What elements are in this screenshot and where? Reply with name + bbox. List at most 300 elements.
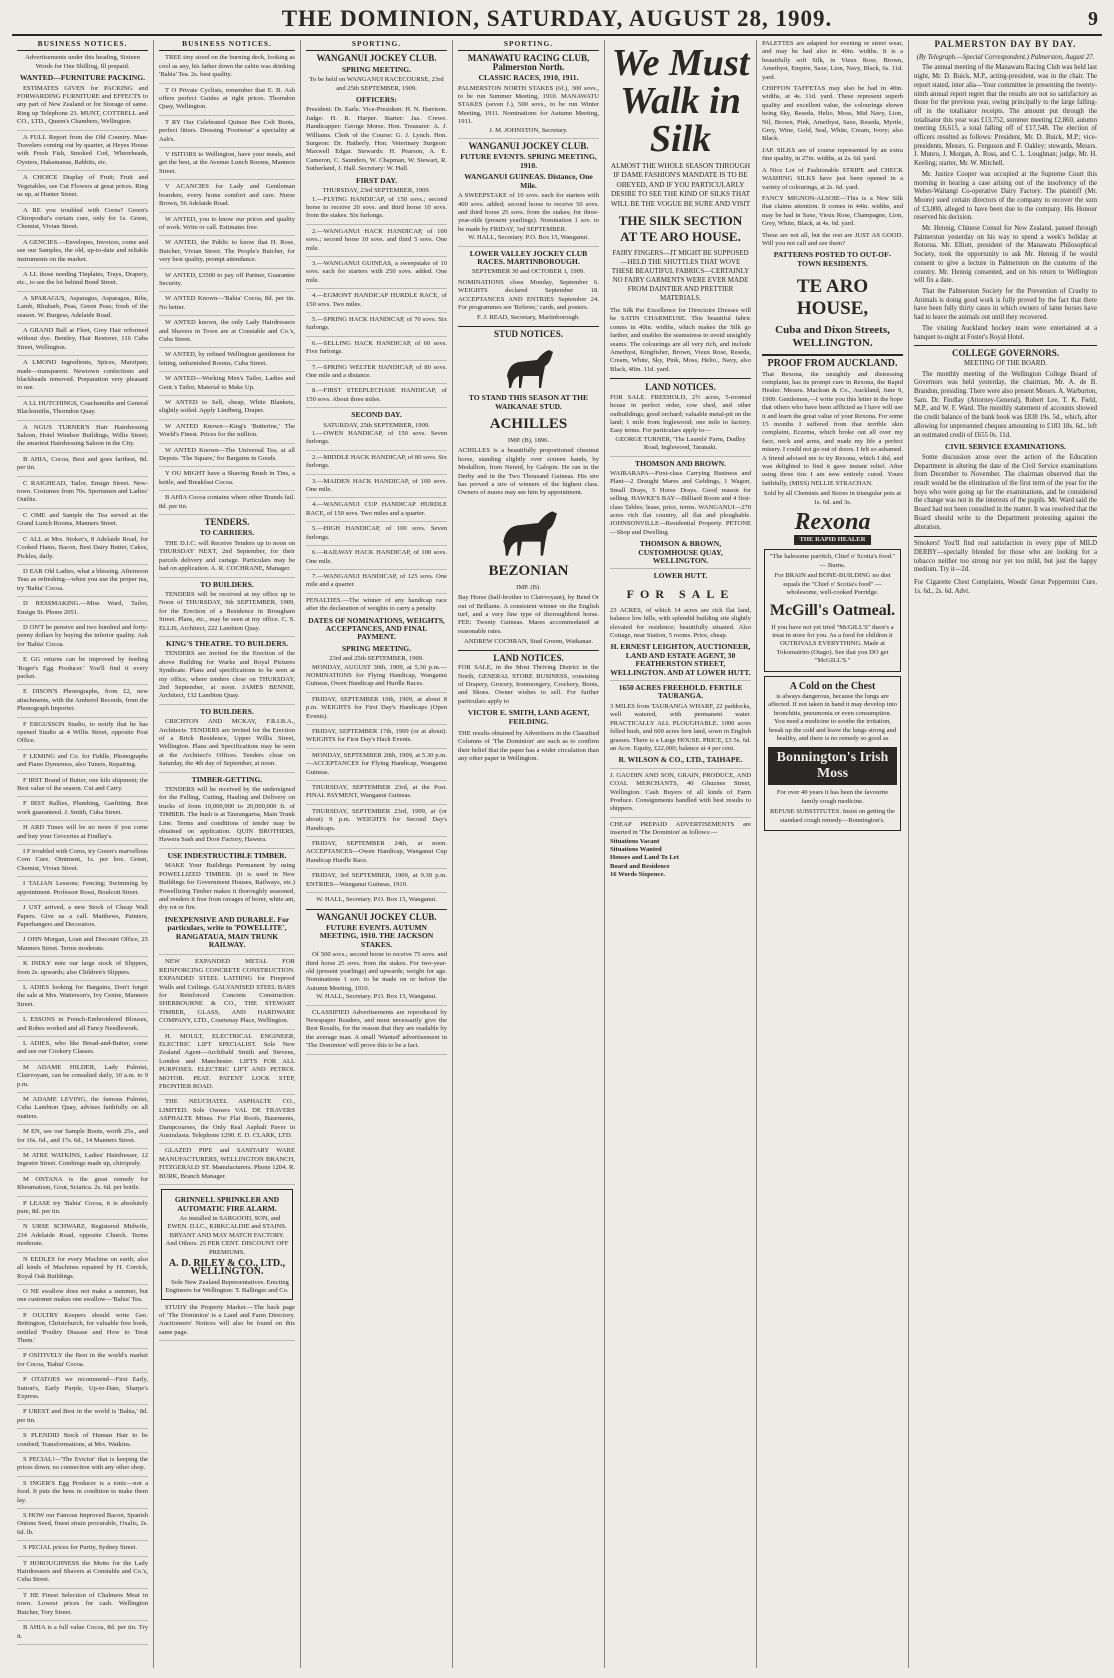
silk-intro: ALMOST THE WHOLE SEASON THROUGH IF DAME FASHION'S MANDATE IS TO BE OBEYED, AND IF YOU PARTICULARLY DESIRE TO SEE THE KIND OF SILKS THAT WILL BE THE VOGUE BE SURE AND VISIT bbox=[610, 162, 751, 208]
meeting-date: To be held on WANGANUI RACECOURSE, 23rd and 25th SEPTEMBER, 1909. bbox=[309, 76, 444, 92]
ad-item-text: S INGER'S Egg Producer is a tonic—not a food. It puts the hens in condition to make them lay. bbox=[17, 1479, 148, 1504]
ad-item-text: S PECIAL prices for Purity, Sydney Street. bbox=[23, 1544, 137, 1552]
tender-item bbox=[159, 776, 295, 849]
schedule-item-text: MONDAY, SEPTEMBER 20th, 1909, at 5.30 p.m.—ACCEPTANCES for Flying Handicap, Wanganui Guineas. bbox=[306, 751, 447, 776]
ad-item bbox=[17, 960, 148, 981]
ad-item-text: E GG returns can be improved by feeding 'Roger's Egg Producer.' You'll find it every packet. bbox=[17, 656, 148, 680]
rexona-tag: THE RAPID HEALER bbox=[794, 535, 872, 545]
penalties-text: PENALTIES.—The winner of any handicap race after the declaration of weights to carry a penalty. bbox=[306, 596, 447, 613]
palettes-text: PALETTES are adapted for evening or street wear, and may be had also in 40in. widths. It is a beautifully soft Silk, in Vieux Rose, Brown, Amethyst, Empire, Saxe, Lion, Navy, Black, 6s. 11d. yard. bbox=[762, 40, 903, 81]
grinnell-ad bbox=[161, 1189, 293, 1299]
rate-row: Board and Residence bbox=[610, 862, 670, 870]
ad-item-text: W ANTED known, the only Lady Hairdressers and Shavers in Town are at Constable and Co.'s, Cuba Street. bbox=[159, 319, 295, 343]
ad-item bbox=[17, 568, 148, 597]
news-para: Mr. Justice Cooper was occupied at the Supreme Court this morning in hearing a case arising out of the insolvency of the Weber-Waitangi Co-operative Dairy Factory. The plaintiff (Mr. Moore) sued certain directors of the company to recover the sum of £3,000, alleged to have been due to the company. His Honour reserved his decision. bbox=[914, 170, 1097, 222]
tender-item bbox=[159, 581, 295, 637]
ad-item-text: M ONTANA is the great remedy for Rheumatism, Gout, Sciatica. 2s. 6d. per bottle. bbox=[17, 1175, 148, 1192]
for-sale-heading: FOR SALE bbox=[626, 586, 735, 601]
classic-text: PALMERSTON NORTH STAKES (6f.), 300 sovs., to be run Summer Meeting, 1910. MANAWATU STAKES (seven f.), 500 sovs., to be run Winter Meeting, 1911. Nominations for Autumn Meeting, 1911. bbox=[458, 84, 599, 126]
club2-name: WANGANUI JOCKEY CLUB. bbox=[316, 911, 437, 922]
asphalt-ad bbox=[159, 1098, 295, 1144]
news-para: The monthly meeting of the Wellington College Board of Governors was held yesterday, the chairman, Mr. A. de B. Brandon, presiding. There were also present Messrs. A. Warburton, Sam. Dr. Findlay (Attorney-General), Robert Lee, T. K. Field, M.P., and W. F. Ward. The monthly statement of accounts showed the credit balance of the bank book was £838 19s. 5d., which, after allowing for unpresented cheques amounting to £183 18s. 6d., left an estimated credit of £655 0s. 11d. bbox=[914, 370, 1097, 439]
schedule-item bbox=[306, 728, 447, 749]
asphalt-text: THE NEUCHATEL ASPHALTE CO., LIMITED. Sole Owners VAL DE TRAVERS ASPHALTE Mines. For Flat Roofs, Basements, Dampcourses, the Only Real Asphalt Paver in Australasia. Telephone 1290. E. D. CLARK, LTD. bbox=[159, 1098, 295, 1140]
spring-date: 23rd and 25th SEPTEMBER, 1909. bbox=[329, 655, 424, 663]
ad-item-text: P LEASE try 'Bahia' Cocoa, it is absolutely pure, 8d. per tin. bbox=[17, 1199, 148, 1216]
ad-item bbox=[17, 1512, 148, 1541]
achilles-name: ACHILLES bbox=[489, 416, 568, 432]
timber-heading: USE INDESTRUCTIBLE TIMBER. bbox=[167, 850, 287, 860]
ad-item bbox=[17, 456, 148, 477]
acres-heading: 1650 ACRES FREEHOLD. FERTILE TAURANGA. bbox=[618, 683, 743, 701]
meeting-title: SPRING MEETING. bbox=[341, 64, 412, 74]
race-item-text: 1.—OWEN HANDICAP, of 150 sovs. Seven furlongs. bbox=[306, 430, 447, 446]
club-name: WANGANUI JOCKEY CLUB. bbox=[316, 53, 437, 64]
ad-item-text: I F troubled with Corns, try Green's marvellous Corn Cure. Ointment, 1s. per box. Green, Chemist, Vivian Street. bbox=[17, 848, 148, 872]
ad-item-text: P OSITIVELY the Best in the world's market for Cocoa, 'Bahia' Cocoa. bbox=[17, 1352, 148, 1368]
tender-item bbox=[159, 529, 295, 577]
column-heading: SPORTING. bbox=[306, 40, 447, 51]
ad-item-text: A NGUS TURNER'S Hair Hairdressing Saloon, Hotel Windsor Buildings, Willis Street; the smartest Hairdressing Saloon in the City. bbox=[17, 423, 148, 448]
fairy-text: FAIRY FINGERS—IT MIGHT BE SUPPOSED—HELD THE SHUTTLES THAT WOVE THESE BEAUTIFUL FABRICS—CERTAINLY NO FAIRY GARMENTS WERE EVER MADE FROM DAINTIER AND PRETTIER MATERIALS. bbox=[611, 249, 750, 303]
ad-item bbox=[17, 174, 148, 203]
ad-item bbox=[159, 295, 295, 316]
ad-item bbox=[17, 800, 148, 821]
ad-item-text: A LL HUTCHINGS, Coachsmiths and General Blacksmiths, Thorndon Quay. bbox=[17, 399, 148, 416]
lower-valley-heading: LOWER VALLEY JOCKEY CLUB RACES. MARTINBOROUGH. bbox=[469, 248, 588, 266]
bonnington-title: Bonnington's Irish Moss bbox=[768, 747, 897, 785]
ad-item bbox=[17, 1456, 148, 1477]
ad-item bbox=[159, 423, 295, 444]
ad-item bbox=[159, 399, 295, 420]
ad-item-text: L ADIES looking for Bargains, Don't forget the sale at Mrs. Watterson's, Ivy Centre, Manners Street. bbox=[17, 983, 148, 1008]
college-sub: MEETING OF THE BOARD. bbox=[964, 359, 1047, 367]
race-item-text: 3.—WANGANUI GUINEAS, a sweepstake of 10 sovs. each for starters with 250 sovs. added. One mile. bbox=[306, 259, 447, 284]
ad-item bbox=[17, 984, 148, 1013]
horse-icon bbox=[490, 502, 568, 558]
ad-item bbox=[17, 295, 148, 324]
for-sale-text: 23 ACRES, of which 14 acres are rich flat land, balance low hills, with splendid building site slightly elevated for residence; beautifully situated. Also Cottage, near Station, 5 rooms. Price, cheap. bbox=[610, 606, 751, 640]
schedule-list bbox=[306, 664, 447, 894]
ad-item-text: V ACANCIES for Lady and Gentleman boarders, every home comfort and care. Nurse Brown, 56 Adelaide Road. bbox=[159, 183, 295, 208]
ad-item bbox=[159, 216, 295, 237]
schedule-item-text: MONDAY, AUGUST 30th, 1909, at 5.30 p.m.—NOMINATIONS for Flying Handicap, Wanganui Guineas, Owen Handicap and Hurdle Races. bbox=[306, 663, 447, 688]
tender-item bbox=[159, 640, 295, 705]
tender-title: KING'S THEATRE. TO BUILDERS. bbox=[165, 638, 289, 648]
race-item bbox=[306, 501, 447, 522]
race-item-text: 4.—EGMONT HANDICAP HURDLE RACE, of 150 sovs. Two miles. bbox=[306, 292, 447, 308]
race-item-text: 5.—HIGH HANDICAP, of 100 sovs. Seven furlongs. bbox=[306, 525, 447, 541]
ad-item bbox=[17, 134, 148, 172]
ad-item bbox=[17, 85, 148, 131]
rate-row: Situations Vacant bbox=[610, 837, 660, 845]
ad-item bbox=[17, 327, 148, 356]
ad-item-text: S HOW our Famous Improved Bacon, Spanish Onions Seed, finest strain procurable, Oxalis, 2s. 6d. lb. bbox=[17, 1512, 148, 1536]
ad-item-text: V ISITORS to Wellington, have your meals, and get the best, at the Avenue Lunch Rooms, Manners Street. bbox=[159, 151, 295, 175]
club-name: MANAWATU RACING CLUB, Palmerston North. bbox=[467, 53, 590, 72]
race-item-text: 2.—MIDDLE HACK HANDICAP, of 80 sovs. Six furlongs. bbox=[306, 453, 447, 470]
officers-heading: OFFICERS: bbox=[356, 95, 397, 105]
news-para: Some discussion arose over the action of the Education Department in altering the date of the Civil Service examinations from December to November. The chairman observed that the result would be the elimination of the first term of the year for the boys who were going up for the examinations, and he considered the change was not in the interests of the pupils. Mr. Ward said the Board had not been consulted in the matter. It was resolved that the Board should write to the Department protesting against the alteration. bbox=[914, 453, 1097, 531]
tender-text: TENDERS are invited for the Erection of the above Building for Warke and Royal Pictures Syndicate. Plans and specifications to be seen at my office, where tenders close on THURSDAY, 2nd September, at noon. JAMES BENNIE, Architect, 132 Lambton Quay. bbox=[159, 650, 295, 700]
ad-item bbox=[159, 183, 295, 212]
tender-item bbox=[159, 708, 295, 773]
glazed-ad bbox=[159, 1147, 295, 1185]
ad-item-text: F ERGUSSON Studio, to notify that he has opened Studio at 4 Willis Street, opposite Post Office. bbox=[17, 720, 148, 745]
ad-item bbox=[17, 688, 148, 717]
cheap-ads-rates bbox=[610, 838, 751, 880]
bonnington-sub: For over 40 years it has been the favourite family cough medicine. bbox=[776, 789, 889, 805]
tender-text: TENDERS will be received at my office up to Noon of THURSDAY, 9th SEPTEMBER, 1909, for the Erection of a Residence in Brougham Street. Plans, etc., may be seen at my office. C. S. ELLIS, Architect, 222 Lambton Quay. bbox=[159, 590, 295, 632]
ad-item bbox=[17, 904, 148, 933]
day1-heading: FIRST DAY. bbox=[355, 175, 398, 185]
cigars-text: For Cigarette Chest Complaints, Woods' Great Peppermint Cure, 1s. 6d., 2s. 6d. Advt. bbox=[914, 579, 1097, 595]
gaudin-text: J. GAUDIN AND SON, GRAIN, PRODUCE, AND COAL MERCHANTS, 40 Ghuznee Street, Wellington. Cash Buyers of all kinds of Farm Produce. Consignments handled with best results to shippers. bbox=[610, 772, 751, 818]
ad-item-text: P OTATOES we recommend—First Early, Sutton's, Early Purple, Up-to-Date, Sharpe's Express. bbox=[17, 1376, 148, 1400]
column-5-advertisements bbox=[605, 40, 757, 1668]
ad-list bbox=[17, 85, 148, 1645]
ad-item-text: D EAR Old Ladies, what a blessing. Afternoon Teas as refreshing—when you use the proper tea, try 'Bahia' Cocoa. bbox=[17, 567, 148, 592]
column-heading: PALMERSTON DAY BY DAY. bbox=[934, 40, 1077, 49]
day1-date: THURSDAY, 23rd SEPTEMBER, 1909. bbox=[322, 187, 431, 195]
ad-item bbox=[17, 512, 148, 533]
lower-valley-text: NOMINATIONS close Monday, September 6. WEIGHTS declared September 18. ACCEPTANCES AND ENTRIES September 24. For programmes see 'Referee,' cards, and posters. bbox=[458, 278, 599, 311]
ad-item bbox=[17, 1352, 148, 1373]
ad-item bbox=[17, 1592, 148, 1621]
future-text: Of 500 sovs.; second horse to receive 75 sovs. and third horse 25 sovs. from the stakes. For two-year-old (present yearlings) and upwards; weight for age. Nominations 1 sov. to be made on or before the Autumn Meeting, 1910. bbox=[306, 951, 447, 992]
ad-item-text: T RY Our Celebrated Quinze Bee Colt Boots, perfect fitters. Dressing 'Footwear' a speciality at Ash's. bbox=[159, 118, 295, 143]
tender-title: TO BUILDERS. bbox=[200, 706, 254, 716]
day2-heading: SECOND DAY. bbox=[351, 410, 402, 420]
race-item-text: 5.—SPRING HACK HANDICAP, of 70 sovs. Six furlongs. bbox=[306, 315, 447, 332]
achilles-sub: IMP. (B), 1896. bbox=[507, 437, 550, 444]
ad-item-text: T HOROUGHNESS the Motto for the Lady Hairdressers and Shavers at Constable and Co.'s, Cuba Street. bbox=[17, 1559, 148, 1584]
cold-heading: A Cold on the Chest bbox=[789, 680, 876, 692]
ad-item bbox=[17, 1432, 148, 1453]
ad-item bbox=[17, 271, 148, 292]
ad-item-text: B AHIA Cocoa contains where other Brands fail. 8d. per tin. bbox=[159, 494, 295, 510]
ad-item-text: J UST arrived, a new Stock of Cheap Wall Papers. Give us a call. Matthews, Painters, Paperhangers and Decorators. bbox=[17, 904, 148, 928]
race-item bbox=[306, 260, 447, 289]
ad-item-text: A LL those needing Tinplates, Trays, Drapery, etc., to see the lot behind Bond Street. bbox=[17, 270, 148, 287]
ad-item-text: N EEDLES for every Machine on earth; also all kinds of Machines repaired by H. Corrick, Royal Oak Buildings. bbox=[17, 1255, 148, 1280]
schedule-item bbox=[306, 696, 447, 725]
riley-sub: Sole New Zealand Representatives. Erecting Engineers for Wellington: T. Ballinger and Co. bbox=[165, 1278, 289, 1295]
land-sign: VICTOR E. SMITH, LAND AGENT, FEILDING. bbox=[467, 708, 590, 726]
classified-text: CLASSIFIED Advertisements are reproduced by Newspaper Readers, and must necessarily give the Best Results, for the reason that they are readable by the average man. A small 'Wanted' advertisement in 'The Dominion' will prove this to be a fact. bbox=[306, 1008, 447, 1050]
ad-item bbox=[17, 1480, 148, 1509]
thomson-text: WAIRARAPA—First-class Carrying Business and Plant—2 Draught Mares and Geldings, 1 Wagon, Small Drays, 5 Horse Drays. Good reason for selling. HAWKE'S BAY—Billiard Room and 4 first-class Tables; lease, price, terms. WANGANUI—270 acres rich flat country, all flat and ploughable. JOHNSONVILLE—Residential Property. PETONE—Shop and Dwelling. bbox=[610, 469, 751, 536]
column-4-sporting bbox=[453, 40, 605, 1668]
mcgill-title: McGill's Oatmeal. bbox=[769, 601, 896, 619]
officers-list: President: Dr. Earle. Vice-President: H. N. Harrison. Judge: H. R. Harper. Starter: Jas. Crewe. Handicapper: George Morse. Hon. Treasurer: A. J. Williams. Clerk of the Course: G. J. Lynch. Hon. Surgeon: Dr. Hatherly. Hon. Veterinary Surgeon: Maxwell Edgar. Stewards: H. Pearson, A. E. Cameron, C. Saunders, W. Chapman, W. Stewart, R. Sutherland, J. Hall. Secretary: W. Hall. bbox=[306, 106, 447, 173]
schedule-item bbox=[306, 872, 447, 893]
ad-item bbox=[17, 1040, 148, 1061]
ad-item-text: W ANTED Known—The Universal Tea, at all Depots. 'The Square,' for Bargains in Goods. bbox=[159, 446, 295, 463]
column-6-advertisements bbox=[757, 40, 909, 1668]
ad-item-text: B AHIA, Cocoa, Best and goes farthest, 8d. per tin. bbox=[17, 455, 148, 472]
ad-item bbox=[17, 656, 148, 685]
civil-heading: CIVIL SERVICE EXAMINATIONS. bbox=[945, 442, 1066, 452]
study-ad bbox=[159, 1304, 295, 1342]
schedule-item bbox=[306, 840, 447, 869]
race-item-text: 8.—FIRST STEEPLECHASE HANDICAP, of 150 sovs. About three miles. bbox=[306, 387, 447, 403]
secretary-sign: W. HALL, Secretary. P.O. Box 15, Wanganui. bbox=[316, 896, 437, 904]
ad-item bbox=[17, 624, 148, 653]
ad-item bbox=[159, 272, 295, 293]
ad-item-text: Y OU MIGHT have a Shaving Brush in Tins, a kettle, and Breakfast Cocoa. bbox=[159, 470, 295, 486]
ad-item bbox=[17, 359, 148, 397]
mcgill-ad bbox=[764, 549, 901, 671]
stand-text: TO STAND THIS SEASON AT THE WAIKANAE STUD. bbox=[468, 393, 589, 411]
land1-sign: GEORGE TURNER, 'The Laurels' Farm, Dudley Road, Inglewood, Taranaki. bbox=[610, 436, 751, 457]
glazed-text: GLAZED PIPE and SANITARY WARE MANUFACTURERS, WELLINGTON BRANCH, FITZGERALD ST. Manufacturers. Phone 1204. R. BURK, Branch Manager. bbox=[159, 1147, 295, 1180]
ad-item-text: S PLENDID Stock of Human Hair to be combed; Transformations, at Mrs. Watkins. bbox=[17, 1432, 148, 1448]
day2-date: SATURDAY, 25th SEPTEMBER, 1909. bbox=[323, 421, 430, 429]
ad-item-text: T O Private Cyclists, remember that E. B. Ash offers perfect Guides at right prices. Thorndon Quay, Wellington. bbox=[159, 86, 295, 111]
tender-text: THE D.I.C. will Receive Tenders up to noon on THURSDAY NEXT, 2nd September, for their parcels delivery and cartage. Particulars may be had on application. A. R. COCHRANE, Manager. bbox=[159, 539, 295, 573]
rate-row: 16 Words Sixpence. bbox=[610, 871, 666, 879]
race-item bbox=[306, 525, 447, 546]
race-item-text: 6.—SELLING HACK HANDICAP, of 60 sovs. Five furlongs. bbox=[306, 339, 447, 356]
mcgill-foot: If you have not yet tried "McGILL'S" there's a treat in store for you. As a food for children it OUTRIVALS EVERYTHING. Made at Tokomairiro (Otago). See that you DO get "McGILL'S." bbox=[771, 623, 894, 665]
schedule-item-text: FRIDAY, SEPTEMBER 17th, 1909 (or at about). WEIGHTS for First Day's Hack Events. bbox=[306, 728, 447, 744]
lower-valley-sign: F. J. READ, Secretary, Martinborough. bbox=[458, 314, 599, 326]
column-7-news bbox=[909, 40, 1102, 1668]
ad-item-text: J OHN Morgan, Loan and Discount Office, 25 Manners Street. Terms moderate. bbox=[17, 936, 148, 952]
secretary-sign-2: W. HALL, Secretary. P.O. Box 15, Wanganui. bbox=[316, 993, 437, 1001]
bezonian-sub: IMP. (B). bbox=[516, 583, 541, 591]
schedule-item-text: FRIDAY, SEPTEMBER 10th, 1909, at about 8 p.m. WEIGHTS for First Day's Handicaps (Open Events). bbox=[306, 695, 447, 720]
te-aro-house-sub: Cuba and Dixon Streets, WELLINGTON. bbox=[762, 324, 903, 356]
electric-text: H. MOULT, ELECTRICAL ENGINEER, ELECTRIC LIFT SPECIALIST. Sole New Zealand Agent—Archibald Smith and Stevens, London and Manchester. LIFTS FOR ALL PURPOSES. ELECTRIC LIFT AND PETROL MOTOR. PEAT. PATENT LOCK STEP, FRONTIER ROAD. bbox=[159, 1032, 295, 1091]
timber-ad bbox=[159, 852, 295, 955]
ad-item-text: T HE Finest Selection of Chalmers Meat in town. Lowest prices for cash. Wellington Butcher, Tory Street. bbox=[17, 1591, 148, 1616]
race-item-text: 3.—MAIDEN HACK HANDICAP, of 100 sovs. One mile. bbox=[306, 477, 447, 494]
race-item bbox=[306, 340, 447, 361]
bonnington-ad bbox=[764, 676, 901, 831]
ad-item-text: I TALIAN Lessons; Fencing; Swimming by appointment. Professor Rossi, Boulcott Street. bbox=[17, 880, 148, 896]
race-item-text: 1.—FLYING HANDICAP, of 150 sovs.; second horse to receive 20 sovs. and third horse 10 sovs. from the stakes. Six furlongs. bbox=[306, 195, 447, 220]
ad-item-text: D RESSMAKING.—Miss Ward, Tailor, Ensign St. Phone 2051. bbox=[17, 600, 148, 616]
powellite-text: INEXPENSIVE AND DURABLE. For particulars, write to 'POWELLITE', RANGATAUA, MAIN TRUNK RAILWAY. bbox=[164, 914, 290, 949]
ad-item-text: P UREST and Best in the world is 'Bahia,' 8d. per tin. bbox=[17, 1408, 148, 1424]
ad-item bbox=[17, 880, 148, 901]
ad-item bbox=[17, 207, 148, 236]
schedule-item-text: FRIDAY, 3rd SEPTEMBER, 1909, at 9.30 p.m. ENTRIES—Wanganui Guineas, 1910. bbox=[306, 872, 447, 888]
ad-item bbox=[17, 1176, 148, 1197]
leighton-sign: H. ERNEST LEIGHTON, AUCTIONEER, LAND AND ESTATE AGENT, 30 FEATHERSTON STREET, WELLINGTON. AND AT LOWER HUTT. bbox=[610, 643, 751, 681]
ad-item-text: W ANTED Known—King's 'Butterine,' The World's Finest. Prices for the million. bbox=[159, 422, 295, 439]
ad-item bbox=[159, 494, 295, 515]
ad-item-text: S PECIAL!—'The Evictor' that is keeping the prices down; no connection with any other shop. bbox=[17, 1456, 148, 1472]
schedule-item bbox=[306, 784, 447, 805]
column-heading: BUSINESS NOTICES. bbox=[159, 40, 295, 51]
ad-item bbox=[159, 54, 295, 83]
tenders-heading: TENDERS. bbox=[204, 517, 250, 528]
ad-item-text: W ANTED Known—'Bahia' Cocoa, 8d. per tin. No better. bbox=[159, 295, 295, 311]
ad-item bbox=[17, 600, 148, 621]
guineas-sign: W. HALL, Secretary. P.O. Box 15, Wanganui. bbox=[458, 234, 599, 246]
mcgill-quote: "The halesome parritch, Chief o' Scotia's food." — Burns. bbox=[769, 553, 896, 569]
bezonian-sign: ANDREW COCHRAN, Stud Groom, Waikanae. bbox=[458, 638, 599, 650]
ad-item bbox=[159, 151, 295, 180]
bezonian-name: BEZONIAN bbox=[488, 562, 569, 579]
race-item bbox=[306, 228, 447, 257]
schedule-item-text: THURSDAY, SEPTEMBER 23rd, 1909, at (or about) 9 p.m. WEIGHTS for Second Day's Handicaps. bbox=[306, 807, 447, 832]
stud-heading: STUD NOTICES. bbox=[493, 328, 564, 339]
ad-item bbox=[17, 1096, 148, 1125]
ad-item-text: A CHOICE Display of Fruit; Fruit and Vegetables, see Cut Flowers at great prices. Ring us up, at Hunter Street. bbox=[17, 174, 148, 199]
tender-title: TO BUILDERS. bbox=[200, 579, 254, 589]
ad-item bbox=[159, 87, 295, 116]
ad-item bbox=[17, 1312, 148, 1350]
future-heading: FUTURE EVENTS. AUTUMN MEETING, 1910. THE JACKSON STAKES. bbox=[319, 922, 434, 949]
schedule-item-text: THURSDAY, SEPTEMBER 23rd, at the Post. FINAL PAYMENT, Wanganui Guineas. bbox=[306, 784, 447, 800]
land-text: FOR SALE, in the Most Thriving District in the North, GENERAL STORE BUSINESS, consisting of Drapery, Grocery, Ironmongery, Crockery, Boots, and Shoes. Owner wishes to sell. For further particulars apply to bbox=[458, 664, 599, 705]
rexona-logo bbox=[762, 509, 903, 545]
ad-item bbox=[17, 777, 148, 798]
ad-list bbox=[159, 54, 295, 515]
ad-item-text: A SPARAGUS, Asparagus, Asparagus, Ribs, Lamb, Rhubarb, Peas, Green Peas; fresh of the season. W. Burgess, Adelaide Road. bbox=[17, 294, 148, 319]
grinnell-text: As installed in SARGOOD, SON, and EWEN. D.I.C., KIRKCALDIE and STAINS. BRYANT AND MAY MATCH FACTORY. And Others. 25 PER CENT. DISCOUNT OFF PREMIUMS. bbox=[165, 1214, 289, 1256]
silk-headline: We Must Walk in Silk bbox=[611, 42, 750, 160]
race-item-text: 7.—SPRING WELTER HANDICAP, of 80 sovs. One mile and a distance. bbox=[306, 363, 447, 379]
club2-name: WANGANUI JOCKEY CLUB. bbox=[468, 141, 589, 152]
race-item bbox=[306, 478, 447, 499]
ad-item-text: W ANTED, by refined Wellington gentlemen for letting, unfurnished Rooms, Cuba Street. bbox=[159, 351, 295, 367]
ad-item-text: M EN, see our Sample Boots, worth 25s., and for 16s. 6d., and 17s. 6d., 14 Manners Street. bbox=[17, 1128, 148, 1144]
ad-item bbox=[159, 375, 295, 396]
ad-item-text: W ANTED—Working Men's Tailor, Ladies and Gent.'s Tailor, Material to Make Up. bbox=[159, 375, 295, 391]
ad-item bbox=[17, 1223, 148, 1252]
intro-note: Advertisements under this heading, Sixteen Words for One Shilling, Ill prepaid. bbox=[25, 54, 140, 70]
ad-item bbox=[17, 480, 148, 509]
college-heading: COLLEGE GOVERNORS. bbox=[914, 345, 1097, 358]
dates-heading: DATES OF NOMINATIONS, WEIGHTS, ACCEPTANCES, AND FINAL PAYMENT. bbox=[308, 615, 445, 642]
cold-text: is always dangerous, because the lungs are affected. If not taken in hand it may develop into bronchitis, pneumonia or even consumption. You need a medicine to soothe the irritation, break up the cold and leave the lungs strong and healthy, and there is no remedy so good as bbox=[768, 692, 897, 742]
refuse-text: REFUSE SUBSTITUTES. Insist on getting the standard cough remedy—Bonnington's. bbox=[770, 808, 895, 824]
ad-item-text: D ON'T be pensive and two hundred and forty-penny dollars by buying the inferior quality. Ask for 'Bahia' Cocoa. bbox=[17, 623, 148, 648]
race-item bbox=[306, 387, 447, 408]
column-heading: BUSINESS NOTICES. bbox=[17, 40, 148, 51]
patterns-text: PATTERNS POSTED TO OUT-OF-TOWN RESIDENTS. bbox=[773, 250, 892, 268]
ad-item bbox=[17, 1064, 148, 1093]
ad-item bbox=[17, 1624, 148, 1645]
ad-item-text: A GRAND Ball at Fleet, Grey Hair reformed without dye. Bentley, Hair Restorer, 116 Cuba Street, Wellington. bbox=[17, 326, 148, 351]
ad-item bbox=[159, 447, 295, 468]
column-3-sporting bbox=[301, 40, 453, 1668]
race-item-text: 4.—WANGANUI CUP HANDICAP HURDLE RACE, of 150 sovs. Two miles and a quarter. bbox=[306, 501, 447, 517]
land-heading: LAND NOTICES. bbox=[645, 382, 716, 393]
ad-item-text: A LMOND Ingredients, Spices, Marzipan; made—transparent. Newtown confections and blackheads removed. Preparation very pleasant to use. bbox=[17, 359, 148, 392]
ad-item-text: N URSE SCHWARZ, Registered Midwife, 234 Adelaide Road, opposite Church. Terms moderate. bbox=[17, 1223, 148, 1248]
ad-item-text: A RE you troubled with Corns? Green's Chiropodist's certain cure, only for 1s. Green, Chemist, Vivian Street. bbox=[17, 206, 148, 231]
spring-heading: SPRING MEETING. bbox=[341, 643, 412, 653]
guineas-text: A SWEEPSTAKE of 10 sovs. each for starters with 400 sovs. added; second horse to receive 50 sovs. and third horse 25 sovs. from the stakes; for three-year-olds (present yearlings). Nomination 1 sov. to be made by FRIDAY, 3rd SEPTEMBER. bbox=[458, 192, 599, 233]
ad-item bbox=[17, 1152, 148, 1173]
ad-item-text: C ALL at Mrs. Stoker's, 8 Adelaide Road, for Cooked Hams, Bacon, Best Dairy Butter, Cakes, Pickles, daily. bbox=[17, 535, 148, 560]
race-item bbox=[306, 292, 447, 313]
satin-text: The Silk Par Excellence for Directoire Dresses will be SATIN CHARMEUSE. This beautiful fabric comes in 40in. widths, which makes the Silk go farther, and enables the seamstress to avoid unsightly seams. The colourings are all very rich, and include Amethyst, Kingfisher, Brown, Vieux Rose, Reseda, Cream, White, Sky, Pink, Moss, Helio., Navy, also Black, 40in. 11d. yard. bbox=[610, 307, 751, 379]
jap-text: JAP. SILKS are of course represented by an extra fine quality, in 27in. widths, at 2s. 6d. yard. bbox=[762, 146, 903, 163]
ad-item bbox=[17, 753, 148, 774]
news-para: That the Palmerston Society for the Prevention of Cruelty to Animals is doing good work is fully proved by the fact that there have been fully thirty cases in which owners of lame horses have had to leave the animals out until they recovered. bbox=[914, 287, 1097, 322]
future-ad bbox=[306, 909, 447, 1006]
silk-section-heading: THE SILK SECTION AT TE ARO HOUSE. bbox=[618, 213, 743, 245]
race-item-text: 6.—RAILWAY HACK HANDICAP, of 100 sovs. One mile. bbox=[306, 549, 447, 565]
ad-item bbox=[159, 351, 295, 372]
ad-item-text: B AHIA is a full value Cocoa, 8d. per tin. Try it. bbox=[17, 1624, 148, 1640]
metal-ad bbox=[159, 958, 295, 1029]
page-number: 9 bbox=[1088, 8, 1098, 30]
smokers-text: Smokers! You'll find real satisfaction in every pipe of MILD DERBY—specially blended for those who are looking for a tobacco neither too strong nor yet too mild, but just the happy medium. Try it—2d. bbox=[914, 536, 1097, 575]
race-item bbox=[306, 454, 447, 475]
tender-title: TIMBER-GETTING. bbox=[191, 774, 263, 784]
ad-item-text: ESTIMATES GIVEN for PACKING and FORWARDING FURNITURE and EFFECTS to any part of New Zealand or for Storage of same. Ring up Telephone 23. MUNT, COTTRELL and CO., LTD., Queen's Chambers, Wellington. bbox=[17, 84, 148, 126]
ad-item-text: W ANTED, £3500 to pay off Partner, Guarantee Security. bbox=[159, 271, 295, 287]
thomson-heading: THOMSON AND BROWN. bbox=[635, 458, 726, 468]
ad-item-text: C OME and Sample the Tea served at the Grand Lunch Rooms, Manners Street. bbox=[17, 511, 148, 528]
ad-item bbox=[17, 1128, 148, 1149]
ad-item bbox=[17, 936, 148, 957]
land-heading: LAND NOTICES. bbox=[493, 652, 564, 663]
te-aro-house-title: TE ARO HOUSE, bbox=[796, 276, 869, 320]
thomson-sign: THOMSON & BROWN, CUSTOMHOUSE QUAY, WELLINGTON. bbox=[610, 540, 751, 569]
news-para: Mr. Hennig, Chinese Consul for New Zealand, passed through Palmerston yesterday on his way to spend a week's holiday at Rotorua. Mr. Elliott, president of the Manawatu Philosophical Society, took the opportunity to ask Mr. Hennig if he would consent to give a lecture in Palmerston on the customs of the country. Mr. Hennig consented, and on his return to Wellington will fix a date. bbox=[914, 225, 1097, 285]
ad-item-text: K INDLY note our large stock of Slippers, from 2s. upwards; also Children's Slippers. bbox=[17, 960, 148, 976]
ad-item-text: M ATRE WATKINS, Ladies' Hairdresser, 12 Ingestre Street. Combings made up, chiropody. bbox=[17, 1152, 148, 1168]
race-item bbox=[306, 196, 447, 225]
rexona-small: Sold by all Chemists and Stores in triangular pots at 1s. 6d. and 3s. bbox=[763, 490, 902, 506]
mcgill-sub: For BRAIN and BONE-BUILDING no diet equals the "Chief o' Scotia's food" — wholesome, well-cooked Porridge. bbox=[774, 572, 891, 597]
ad-item-text: F LEMING and Co. for Fiddle, Phonographs and Piano Dymemos, also Tuners, Repairing. bbox=[17, 752, 148, 769]
byline: (By Telegraph.—Special Correspondent.) Palmerston, August 27. bbox=[916, 53, 1095, 61]
ad-item bbox=[17, 424, 148, 453]
bezonian-text: Bay Horse (half-brother to Clairvoyant), by Bend Or out of Brillante. A consistent winner on the English turf, and a very fine type of thoroughbred horse. FEE: Twenty Guineas. Mares accommodated at reasonable rates. bbox=[458, 594, 599, 635]
stripe-text: A Nice Lot of Fashionable STRIPE and CHECK WASHING SILKS have just been opened in a variety of colourings, at 2s. 6d. yard. bbox=[762, 166, 903, 191]
tender-text: CRICHTON AND MCKAY, F.R.I.B.A., Architects. TENDERS are invited for the Erection of a Brick Residence, Upper Willis Street, Wellington. Plans and Specifications may be seen at the Architect's Offices. Tenders close on Saturday, the 4th day of September, at noon. bbox=[159, 718, 295, 768]
schedule-item bbox=[306, 752, 447, 781]
section-heading: WANTED—FURNITURE PACKING. bbox=[19, 73, 146, 83]
ad-item bbox=[17, 1560, 148, 1589]
ad-item-text: W ANTED, the Public to know that H. Rose, Butcher, Vivian Street. The People's Butcher, for very best quality, prompt attendance. bbox=[159, 239, 295, 264]
ad-item bbox=[17, 1376, 148, 1405]
grinnell-heading: GRINNELL SPRINKLER AND AUTOMATIC FIRE ALARM. bbox=[174, 1195, 280, 1213]
tender-text: TENDERS will be received by the undersigned for the Felling, Cutting, Hauling and Delivery on trucks of from 10,000,000 to 20,000,000 ft. of TIMBER. The bush is at Taurangaroa, Main Trunk Line. Terms and conditions of tender may be obtained on application. QUIN BROTHERS, Hawera Sash and Door Factory, Hawera. bbox=[159, 786, 295, 844]
ad-item bbox=[17, 1288, 148, 1309]
chiffon-text: CHIFFON TAFFETAS may also be had in 40in. widths, at 4s. 11d. yard. These represent superb quality and excellent value, the colourings shown being Sky, Reseda, Helio, Moss, Mid Navy, Lion, Nil, Brown, Pink, Amethyst, Saxe, Reseda, Myrtle, Grey, Wine, Gold, Seal, White, Cream, Ivory; also Black. bbox=[762, 85, 903, 143]
ad-item bbox=[17, 1408, 148, 1429]
ad-item-text: M ADAME LEVING, the famous Palmist, Cuba Lambton Quay, advises faithfully on all matters. bbox=[17, 1096, 148, 1120]
ad-item bbox=[17, 1200, 148, 1221]
rate-row: Houses and Land To Let bbox=[610, 854, 679, 862]
ad-item-text: O NE swallow does not make a summer, but one customer makes one swallow—'Bahia' Tea. bbox=[17, 1287, 148, 1304]
proof-text: That Rexona, the unsightly and distressing complaint, has its prompt cure in Rexona, the Rapid Healer. Messrs. Maclean & Co., Auckland, June 9, 1909. Gentlemen,—I write you this letter in the hope that others who have been afflicted as I have will use it and learn the great value of your Rexona. For some 15 months I suffered from that terrible skin complaint, Eczema, which broke out all over my face, neck and arms, and made my life a perfect misery. I could not go out of doors. I felt so ashamed. A friend advised me to try Rexona, which I did, and was delighted to find it gave instant relief. After using three tins I am now entirely cured. Yours faithfully, (MISS) NELLIE STRACHAN. bbox=[762, 370, 903, 487]
ad-item-text: M ADAME HILDER, Lady Palmist, Clairvoyant, can be consulted daily, 10 a.m. to 9 p.m. bbox=[17, 1063, 148, 1088]
masthead-title: THE DOMINION, SATURDAY, AUGUST 28, 1909. bbox=[281, 6, 833, 31]
wilson-sign: R. WILSON & CO., LTD., TAIHAPE. bbox=[610, 756, 751, 768]
race-item bbox=[306, 430, 447, 451]
masthead bbox=[12, 4, 1102, 36]
ad-item bbox=[17, 1016, 148, 1037]
race-item bbox=[306, 549, 447, 570]
ad-item bbox=[17, 1544, 148, 1556]
column-heading: SPORTING. bbox=[458, 40, 599, 51]
lower-hutt-heading: LOWER HUTT. bbox=[653, 571, 708, 581]
ad-item bbox=[159, 319, 295, 348]
rate-row: Situations Wanted bbox=[610, 845, 662, 853]
